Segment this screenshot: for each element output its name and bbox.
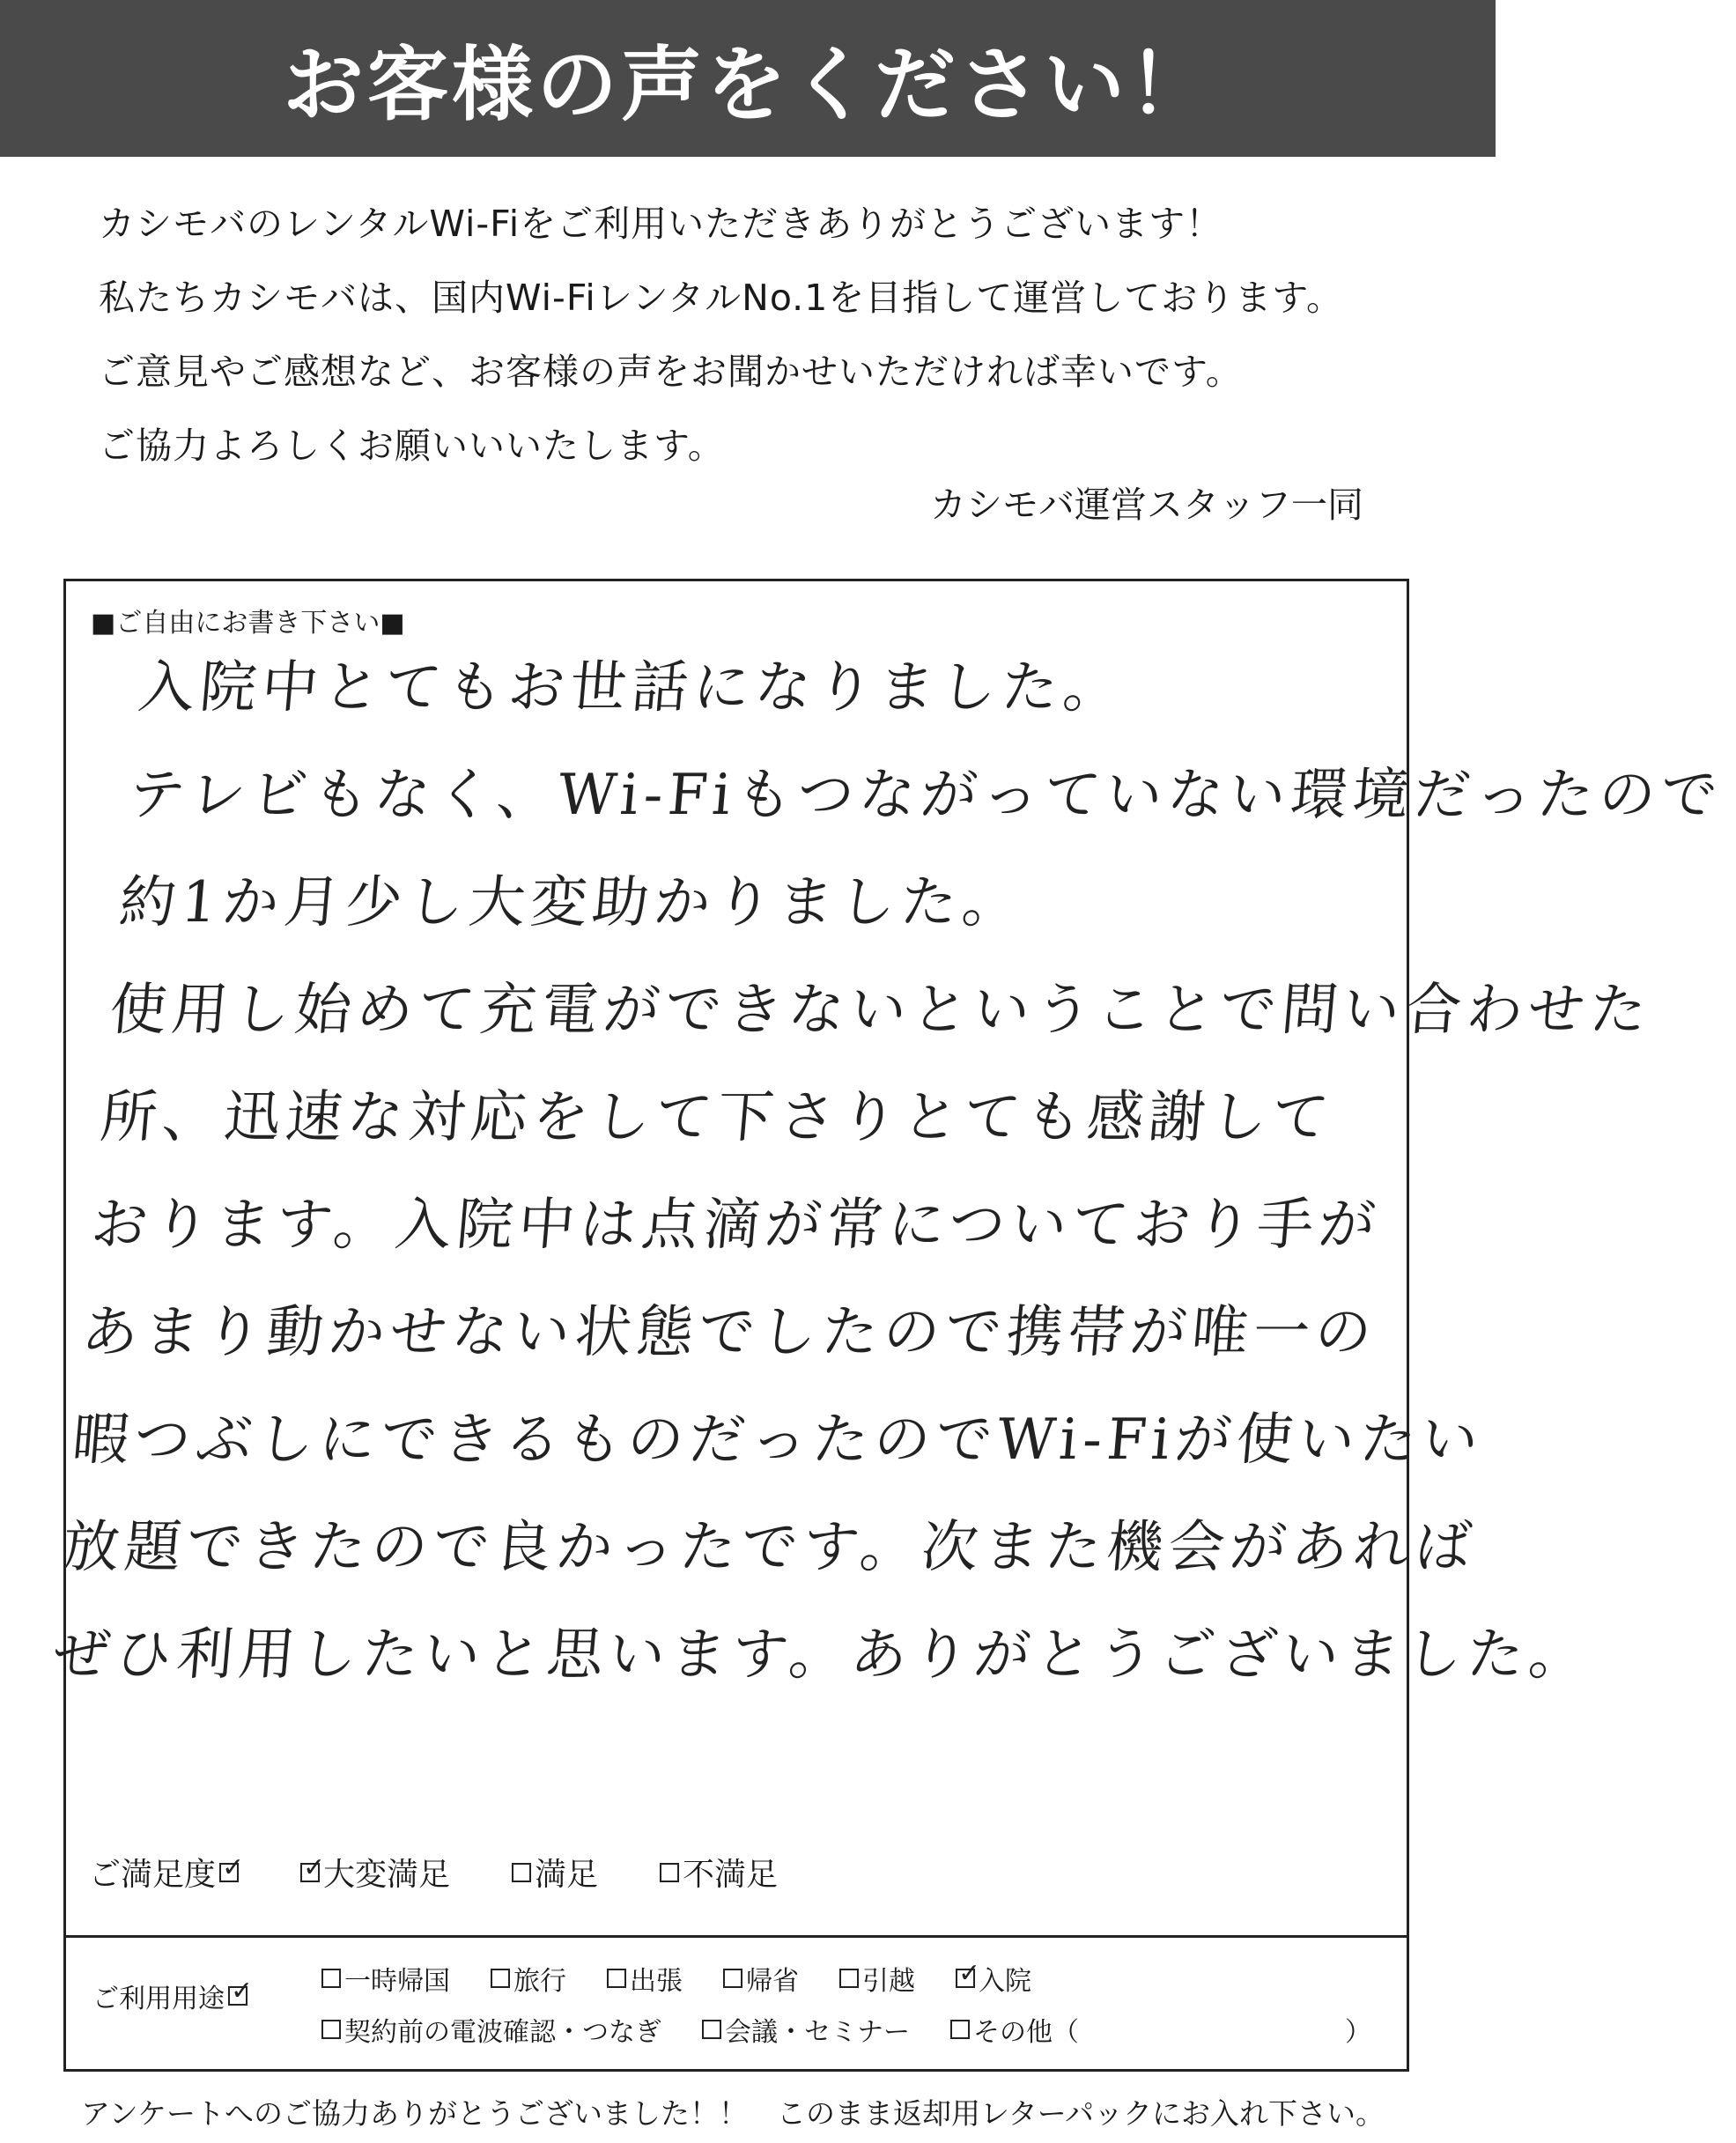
usage-option-business-trip[interactable]: 出張 <box>607 1959 683 1998</box>
satisfaction-option-unsatisfied[interactable]: 不満足 <box>660 1850 778 1895</box>
usage-option-signal-check[interactable]: 契約前の電波確認・つなぎ <box>321 2010 661 2049</box>
handwritten-line: 暇つぶしにできるものだったのでWi-Fiが使いたい <box>70 1408 1487 1473</box>
checkbox-icon <box>607 1969 626 1988</box>
checkbox-icon <box>512 1863 531 1882</box>
handwritten-comment <box>49 634 1725 1709</box>
usage-options-row-1 <box>321 1959 1031 1998</box>
usage-option-temporary-return[interactable]: 一時帰国 <box>321 1959 450 1998</box>
handwritten-line: 放題できたので良かったです。次また機会があれば <box>60 1515 1480 1580</box>
signature: カシモバ運営スタッフ一同 <box>930 484 1363 526</box>
checkbox-icon <box>839 1969 859 1988</box>
checkbox-icon <box>950 2020 970 2039</box>
usage-label: ご利用用途 ✓ <box>92 1977 247 2015</box>
page-title: お客様の声をください！ <box>282 38 1213 132</box>
satisfaction-option-satisfied[interactable]: 満足 <box>512 1850 598 1895</box>
satisfaction-label: ご満足度 ✓ <box>89 1850 239 1895</box>
checkbox-icon <box>219 1863 239 1882</box>
header-bar <box>0 0 1496 157</box>
satisfaction-option-very-satisfied[interactable]: ✓ 大変満足 <box>300 1850 450 1895</box>
handwritten-line: 使用し始めて充電ができないということで問い合わせた <box>107 978 1655 1043</box>
usage-option-moving[interactable]: 引越 <box>839 1959 915 1998</box>
handwritten-line: 入院中とてもお世話になりました。 <box>135 655 1128 720</box>
handwritten-line: おります。入院中は点滴が常についており手が <box>88 1193 1384 1258</box>
checkbox-icon <box>321 2020 341 2039</box>
checkbox-icon <box>723 1969 742 1988</box>
free-comment-box <box>50 579 1725 1938</box>
intro-line: 私たちカシモバは、国内Wi-FiレンタルNo.1を目指して運営しております。 <box>99 277 1344 319</box>
usage-options-row-2 <box>321 2010 1079 2049</box>
free-comment-label: ■ご自由にお書き下さい■ <box>91 608 405 639</box>
usage-option-other[interactable]: その他（ <box>950 2010 1079 2049</box>
handwritten-line: 所、迅速な対応をして下さりとても感謝して <box>98 1085 1337 1150</box>
footer-note: アンケートへのご協力ありがとうございました！！ このまま返却用レターパックにお入れ下さい。 <box>81 2096 1385 2131</box>
checkbox-checked-icon <box>956 1969 975 1988</box>
intro-line: カシモバのレンタルWi-Fiをご利用いただきありがとうございます！ <box>99 203 1223 245</box>
checkbox-icon <box>321 1969 341 1988</box>
intro-text <box>99 187 1437 483</box>
intro-line: ご意見やご感想など、お客様の声をお聞かせいただければ幸いです。 <box>99 351 1243 393</box>
usage-option-homecoming[interactable]: 帰省 <box>723 1959 799 1998</box>
satisfaction-row <box>89 1850 778 1895</box>
usage-option-meeting-seminar[interactable]: 会議・セミナー <box>702 2010 910 2049</box>
usage-box <box>63 1938 1409 2072</box>
other-close-paren: ） <box>1345 2017 1371 2048</box>
checkbox-icon <box>491 1969 510 1988</box>
handwritten-line: 約1か月少し大変助かりました。 <box>116 870 1027 935</box>
checkbox-icon <box>702 2020 721 2039</box>
checkbox-icon <box>660 1863 679 1882</box>
checkbox-checked-icon <box>300 1863 320 1882</box>
intro-line: ご協力よろしくお願いいいたします。 <box>99 425 725 467</box>
handwritten-line: テレビもなく、Wi-Fiもつながっていない環境だったので <box>126 763 1725 828</box>
usage-option-travel[interactable]: 旅行 <box>491 1959 566 1998</box>
handwritten-line: あまり動かせない状態でしたので携帯が唯一の <box>78 1300 1380 1365</box>
usage-option-hospitalization[interactable]: ✓ 入院 <box>956 1959 1031 1998</box>
handwritten-line: ぜひ利用したいと思います。ありがとうございました。 <box>50 1622 1594 1688</box>
checkbox-icon <box>228 1986 247 2006</box>
